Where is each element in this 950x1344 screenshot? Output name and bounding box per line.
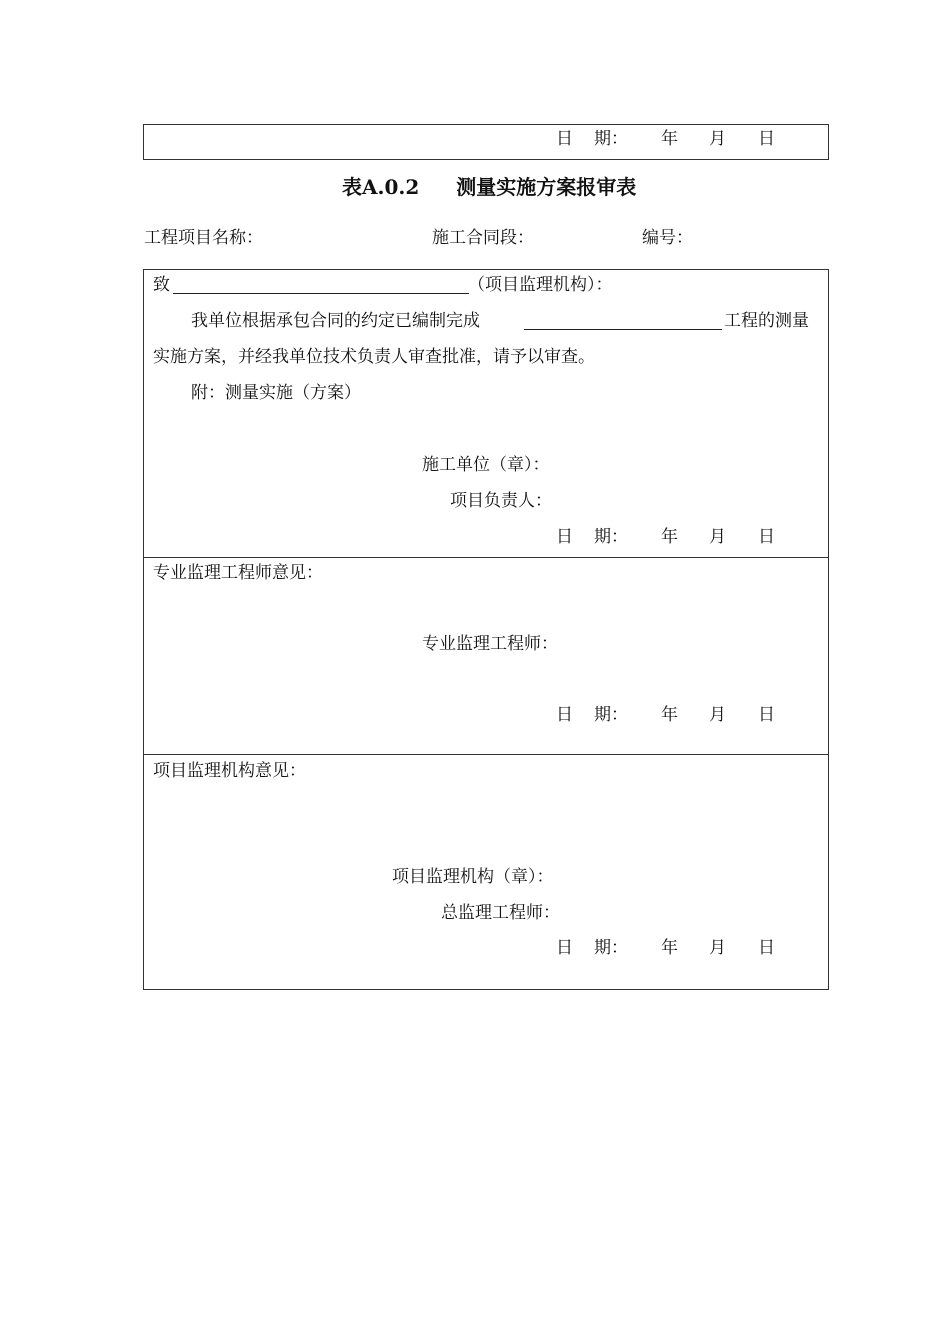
date-year: 年 bbox=[661, 938, 678, 958]
section-divider-1 bbox=[143, 557, 829, 558]
date-label-ri: 日 bbox=[556, 129, 573, 149]
date-day: 日 bbox=[758, 129, 775, 149]
date-day: 日 bbox=[758, 938, 775, 958]
date-day: 日 bbox=[758, 527, 775, 547]
project-name-blank[interactable] bbox=[524, 329, 722, 330]
date-label-qi: 期： bbox=[594, 938, 628, 958]
attachment-line: 附：测量实施（方案） bbox=[191, 383, 361, 403]
body-line1-b: 工程的测量 bbox=[724, 311, 809, 331]
date-month: 月 bbox=[709, 129, 726, 149]
date-month: 月 bbox=[709, 527, 726, 547]
date-month: 月 bbox=[709, 705, 726, 725]
supervision-seal-label: 项目监理机构（章）： bbox=[392, 867, 554, 887]
date-year: 年 bbox=[661, 705, 678, 725]
date-label-ri: 日 bbox=[556, 938, 573, 958]
date-year: 年 bbox=[661, 129, 678, 149]
to-prefix: 致 bbox=[153, 275, 170, 295]
contractor-seal-label: 施工单位（章）： bbox=[422, 455, 550, 475]
date-label-qi: 期： bbox=[594, 527, 628, 547]
date-label-qi: 期： bbox=[594, 129, 628, 149]
form-title bbox=[342, 175, 636, 199]
project-name-label: 工程项目名称： bbox=[144, 228, 263, 248]
date-year: 年 bbox=[661, 527, 678, 547]
to-recipient-blank[interactable] bbox=[173, 293, 469, 294]
body-line2: 实施方案，并经我单位技术负责人审查批准，请予以审查。 bbox=[153, 347, 595, 367]
date-label-qi: 期： bbox=[594, 705, 628, 725]
date-label-ri: 日 bbox=[556, 705, 573, 725]
body-line1-a: 我单位根据承包合同的约定已编制完成 bbox=[191, 311, 480, 331]
date-day: 日 bbox=[758, 705, 775, 725]
engineer-signature-label: 专业监理工程师： bbox=[422, 634, 558, 654]
section-divider-2 bbox=[143, 754, 829, 755]
to-suffix: （项目监理机构）： bbox=[468, 275, 613, 295]
date-label-ri: 日 bbox=[556, 527, 573, 547]
serial-no-label: 编号： bbox=[642, 228, 693, 248]
previous-form-footer-box bbox=[143, 124, 829, 160]
contract-section-label: 施工合同段： bbox=[432, 228, 534, 248]
chief-engineer-label: 总监理工程师： bbox=[441, 903, 560, 923]
date-month: 月 bbox=[709, 938, 726, 958]
form-name: 测量实施方案报审表 bbox=[456, 175, 637, 199]
project-manager-label: 项目负责人： bbox=[450, 491, 552, 511]
form-code: 表A.0.2 bbox=[342, 175, 420, 199]
engineer-opinion-heading: 专业监理工程师意见： bbox=[153, 563, 323, 583]
supervision-opinion-heading: 项目监理机构意见： bbox=[153, 761, 306, 781]
